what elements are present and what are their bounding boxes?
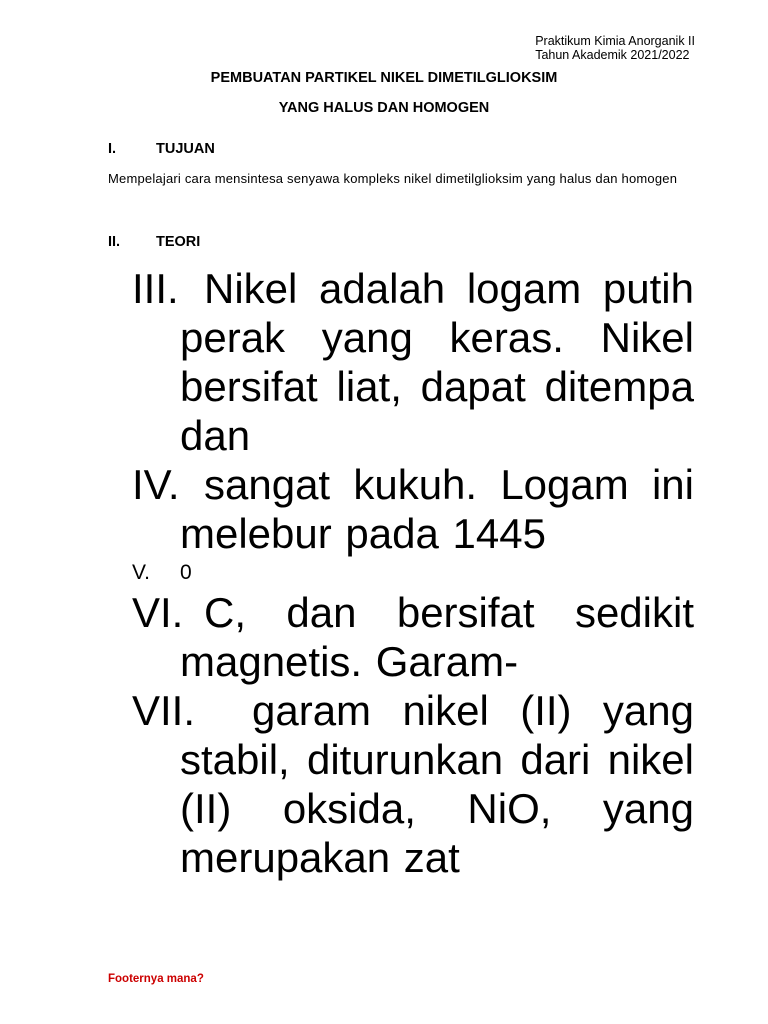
- section-number: I.: [108, 141, 117, 157]
- list-item-text: C, dan bersifat sedikit magnetis. Garam-: [180, 589, 694, 685]
- section-heading-tujuan: [108, 141, 215, 157]
- list-item-number: IV.: [132, 461, 180, 508]
- list-item-number: III.: [132, 265, 179, 312]
- section-number: II.: [108, 234, 121, 250]
- list-item-number: VII.: [132, 687, 196, 734]
- document-title-line1: PEMBUATAN PARTIKEL NIKEL DIMETILGLIOKSIM: [210, 70, 558, 86]
- footer-comment: Footernya mana?: [108, 973, 204, 985]
- list-item-number: V.: [132, 561, 150, 584]
- section-title: TUJUAN: [156, 141, 215, 157]
- list-item: [132, 264, 694, 460]
- list-item: [132, 460, 694, 558]
- list-item-text: garam nikel (II) yang stabil, diturunkan dari nikel (II) oksida, NiO, yang merupakan zat: [180, 687, 694, 881]
- section-heading-teori: [108, 234, 200, 250]
- list-item-text: 0: [180, 561, 192, 584]
- header-course: Praktikum Kimia Anorganik II: [535, 34, 695, 48]
- header-year: Tahun Akademik 2021/2022: [535, 48, 690, 62]
- list-item: [132, 588, 694, 686]
- teori-list: [0, 264, 768, 882]
- list-item-number: VI.: [132, 589, 184, 636]
- document-title-line2: YANG HALUS DAN HOMOGEN: [278, 100, 490, 116]
- list-item: [132, 558, 694, 588]
- tujuan-paragraph: Mempelajari cara mensintesa senyawa kompleks nikel dimetilglioksim yang halus dan homogen: [108, 171, 678, 186]
- section-title: TEORI: [156, 234, 201, 250]
- list-item-text: Nikel adalah logam putih perak yang keras. Nikel bersifat liat, dapat ditempa dan: [180, 265, 694, 459]
- list-item-text: sangat kukuh. Logam ini melebur pada 1445: [180, 461, 694, 557]
- page-header: [535, 34, 695, 62]
- list-item: [132, 686, 694, 882]
